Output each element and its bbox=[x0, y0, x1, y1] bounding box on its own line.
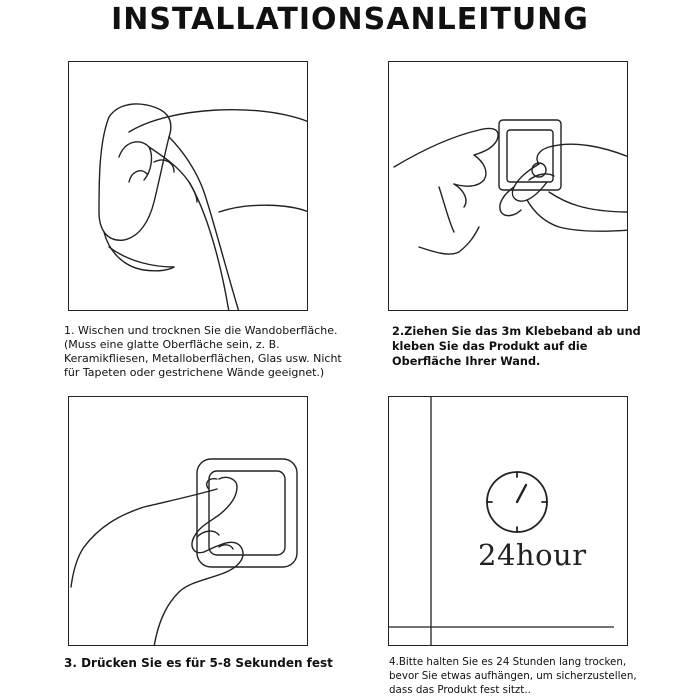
step-4-caption: 4.Bitte halten Sie es 24 Stunden lang trocken, bevor Sie etwas aufhängen, um sicherzustellen, dass das Produkt fest sitzt.. bbox=[389, 656, 637, 696]
finger-pressing-pad-icon bbox=[69, 397, 308, 646]
step-1-illustration-panel bbox=[68, 61, 308, 311]
step-2-caption: 2.Ziehen Sie das 3m Klebeband ab und kleben Sie das Produkt auf die Oberfläche Ihrer Wand. bbox=[392, 325, 641, 368]
step-2-illustration-panel bbox=[388, 61, 628, 311]
step-3-illustration-panel bbox=[68, 396, 308, 646]
clock-icon bbox=[482, 467, 552, 537]
clock-label: 24hour bbox=[478, 538, 587, 572]
step-4-illustration-panel bbox=[388, 396, 628, 646]
hands-peeling-adhesive-icon bbox=[389, 62, 628, 311]
step-3-caption: 3. Drücken Sie es für 5-8 Sekunden fest bbox=[64, 656, 333, 670]
step-1-caption: 1. Wischen und trocknen Sie die Wandoberfläche. (Muss eine glatte Oberfläche sein, z. B. Keramikfliesen, Metalloberflächen, Glas usw. Nicht für Tapeten oder gestrichene Wände geeignet.) bbox=[64, 324, 342, 379]
hand-wiping-wall-with-cloth-icon bbox=[69, 62, 308, 311]
page-title: INSTALLATIONSANLEITUNG bbox=[111, 2, 589, 37]
